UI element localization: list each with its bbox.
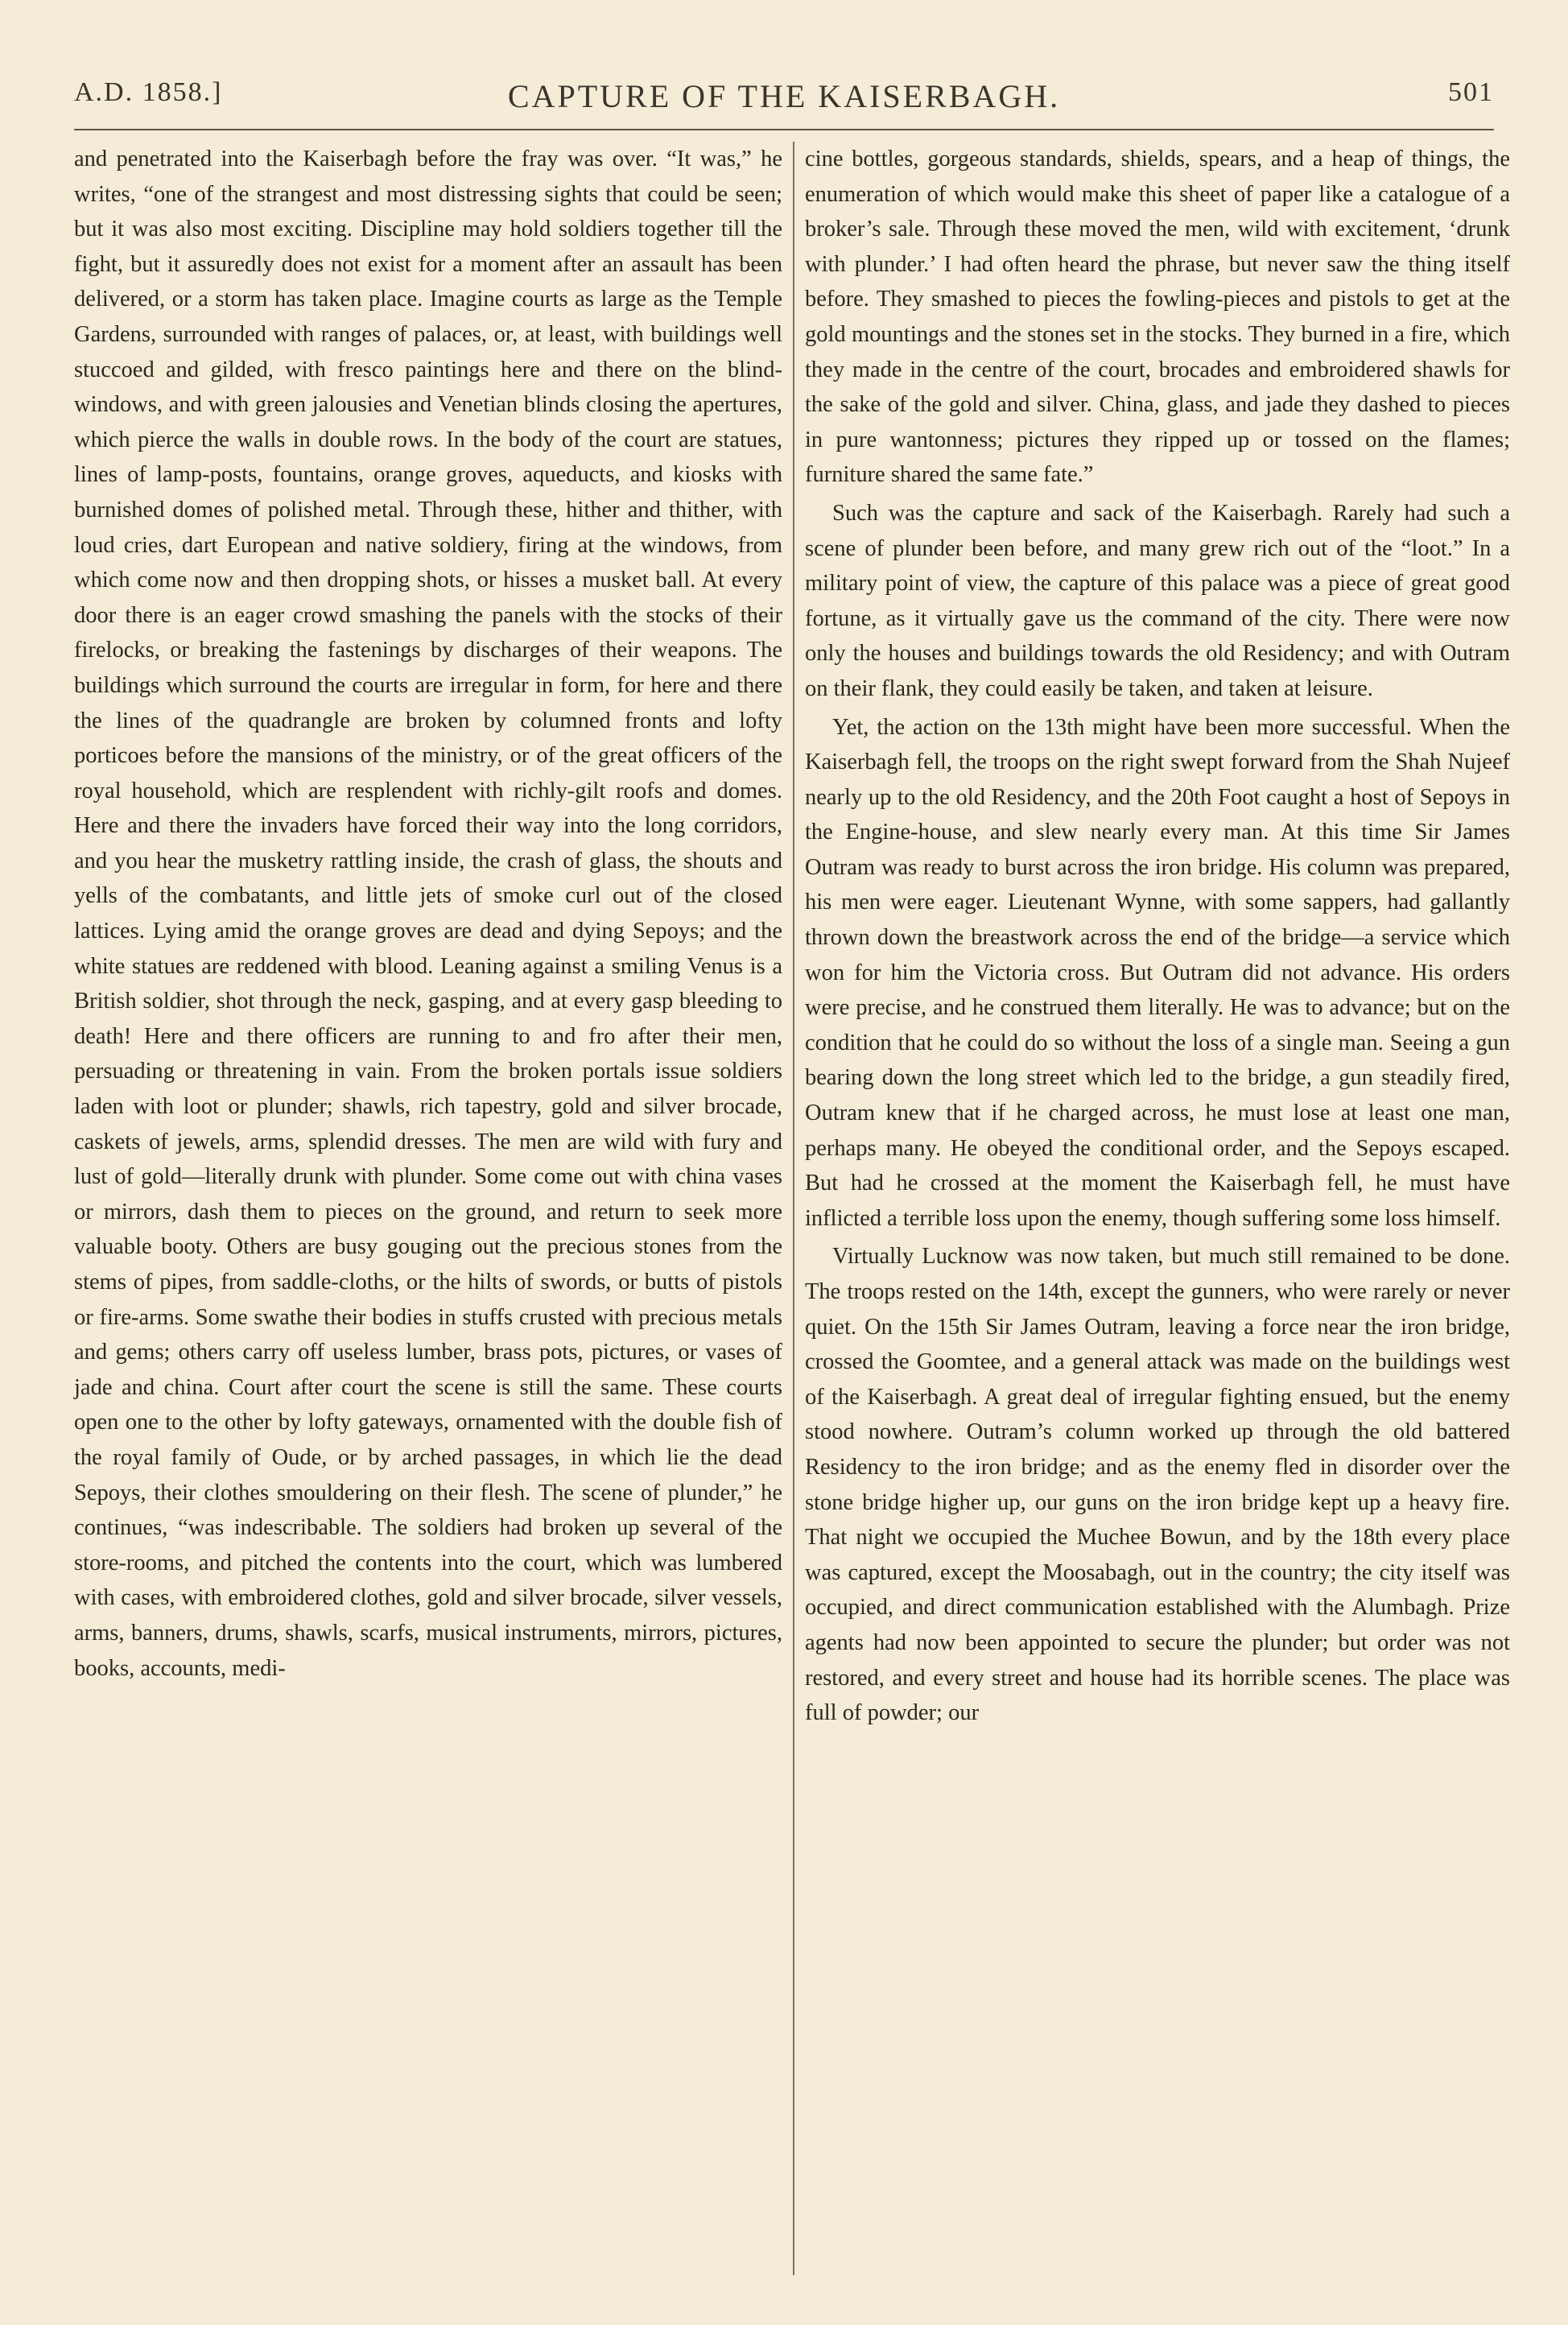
right-paragraph-2: Such was the capture and sack of the Kaiserbagh. Rarely had such a scene of plunder been before, and many grew rich out of the “loot.” In a military point of view, the capture of this palace was a piece of great good fortune, as it virtually gave us the command of the city. There were now only the houses and buildings towards the old Residency; and with Outram on their flank, they could easily be taken, and taken at leisure. — [805, 500, 1510, 701]
page-title: CAPTURE OF THE KAISERBAGH. — [507, 78, 1061, 114]
right-paragraph-4: Virtually Lucknow was now taken, but much still remained to be done. The troops rested on the 14th, except the gunners, who were rarely or never quiet. On the 15th Sir James Outram, leaving a force near the iron bridge, crossed the Goomtee, and a general attack was made on the buildings west of the Kaiserbagh. A great deal of irregular fighting ensued, but the enemy stood nowhere. Outram’s column worked up through the old battered Residency to the iron bridge; and as the enemy fled in disorder over the stone bridge higher up, our guns on the iron bridge kept up a heavy fire. That night we occupied the Muchee Bowun, and by the 18th every place was captured, except the Moosabagh, out in the country; the city itself was occupied, and direct communication established with the Alumbagh. Prize agents had now been appointed to secure the plunder; but order was not restored, and every street and house had its horrible scenes. The place was full of powder; our — [805, 1244, 1510, 1726]
right-column — [805, 142, 1510, 1731]
page-number: 501 — [1448, 77, 1494, 107]
column-divider — [793, 142, 794, 2275]
right-paragraph-3: Yet, the action on the 13th might have been more successful. When the Kaiserbagh fell, the troops on the right swept forward from the Shah Nujeef nearly up to the old Residency, and the 20th Foot caught a host of Sepoys in the Engine-house, and slew nearly every man. At this time Sir James Outram was ready to burst across the iron bridge. His column was prepared, his men were eager. Lieutenant Wynne, with some sappers, had gallantly thrown down the breastwork across the end of the bridge—a service which won for him the Victoria cross. But Outram did not advance. His orders were precise, and he construed them literally. He was to advance; but on the condition that he could do so without the loss of a single man. Seeing a gun bearing down the long street which led to the bridge, a gun steadily fired, Outram knew that if he charged across, he must lose at least one man, perhaps many. He obeyed the conditional order, and the Sepoys escaped. But had he crossed at the moment the Kaiserbagh fell, he must have inflicted a terrible loss upon the enemy, though suffering some loss himself. — [805, 714, 1510, 1231]
right-paragraph-1: cine bottles, gorgeous standards, shields, spears, and a heap of things, the enumeration of which would make this sheet of paper like a catalogue of a broker’s sale. Through these moved the men, wild with excitement, ‘drunk with plunder.’ I had often heard the phrase, but never saw the thing itself before. They smashed to pieces the fowling-pieces and pistols to get at the gold mountings and the stones set in the stocks. They burned in a fire, which they made in the centre of the court, brocades and embroidered shawls for the sake of the gold and silver. China, glass, and jade they dashed to pieces in pure wantonness; pictures they ripped up or tossed on the flames; furniture shared the same fate.” — [805, 147, 1510, 488]
left-paragraph-1: and penetrated into the Kaiserbagh before the fray was over. “It was,” he writes, “one of the strangest and most distressing sights that could be seen; but it was also most exciting. Discipline may hold soldiers together till the fight, but it assuredly does not exist for a moment after an assault has been delivered, or a storm has taken place. Imagine courts as large as the Temple Gardens, surrounded with ranges of palaces, or, at least, with buildings well stuccoed and gilded, with fresco paintings here and there on the blind-windows, and with green jalousies and Venetian blinds closing the apertures, which pierce the walls in double rows. In the body of the court are statues, lines of lamp-posts, fountains, orange groves, aqueducts, and kiosks with burnished domes of polished metal. Through these, hither and thither, with loud cries, dart European and native soldiery, firing at the windows, from which come now and then dropping shots, or hisses a musket ball. At every door there is an eager crowd smashing the panels with the stocks of their firelocks, or breaking the fastenings by discharges of their weapons. The buildings which surround the courts are irregular in form, for here and there the lines of the quadrangle are broken by columned fronts and lofty porticoes before the mansions of the ministry, or of the great officers of the royal household, which are resplendent with richly-gilt roofs and domes. Here and there the invaders have forced their way into the long corridors, and you hear the musketry rattling inside, the crash of glass, the shouts and yells of the combatants, and little jets of smoke curl out of the closed lattices. Lying amid the orange groves are dead and dying Sepoys; and the white statues are reddened with blood. Leaning against a smiling Venus is a British soldier, shot through the neck, gasping, and at every gasp bleeding to death! Here and there officers are running to and fro after their men, persuading or threatening in vain. From the broken portals issue soldiers laden with loot or plunder; shawls, rich tapestry, gold and silver brocade, caskets of jewels, arms, splendid dresses. The men are wild with fury and lust of gold—literally drunk with plunder. Some come out with china vases or mirrors, dash them to pieces on the ground, and return to seek more valuable booty. Others are busy gouging out the precious stones from the stems of pipes, from saddle-cloths, or the hilts of swords, or butts of pistols or fire-arms. Some swathe their bodies in stuffs crusted with precious metals and gems; others carry off useless lumber, brass pots, pictures, or vases of jade and china. Court after court the scene is still the same. These courts open one to the other by lofty gateways, ornamented with the double fish of the royal family of Oude, or by arched passages, in which lie the dead Sepoys, their clothes smouldering on their flesh. The scene of plunder,” he continues, “was indescribable. The soldiers had broken up several of the store-rooms, and pitched the contents into the court, which was lumbered with cases, with embroidered clothes, gold and silver brocade, silver vessels, arms, banners, drums, shawls, scarfs, musical instruments, mirrors, pictures, books, accounts, medi- — [74, 147, 782, 1681]
running-header — [74, 77, 1494, 126]
header-date: A.D. 1858.] — [74, 77, 223, 107]
header-rule — [74, 129, 1494, 130]
left-column — [74, 142, 782, 1686]
